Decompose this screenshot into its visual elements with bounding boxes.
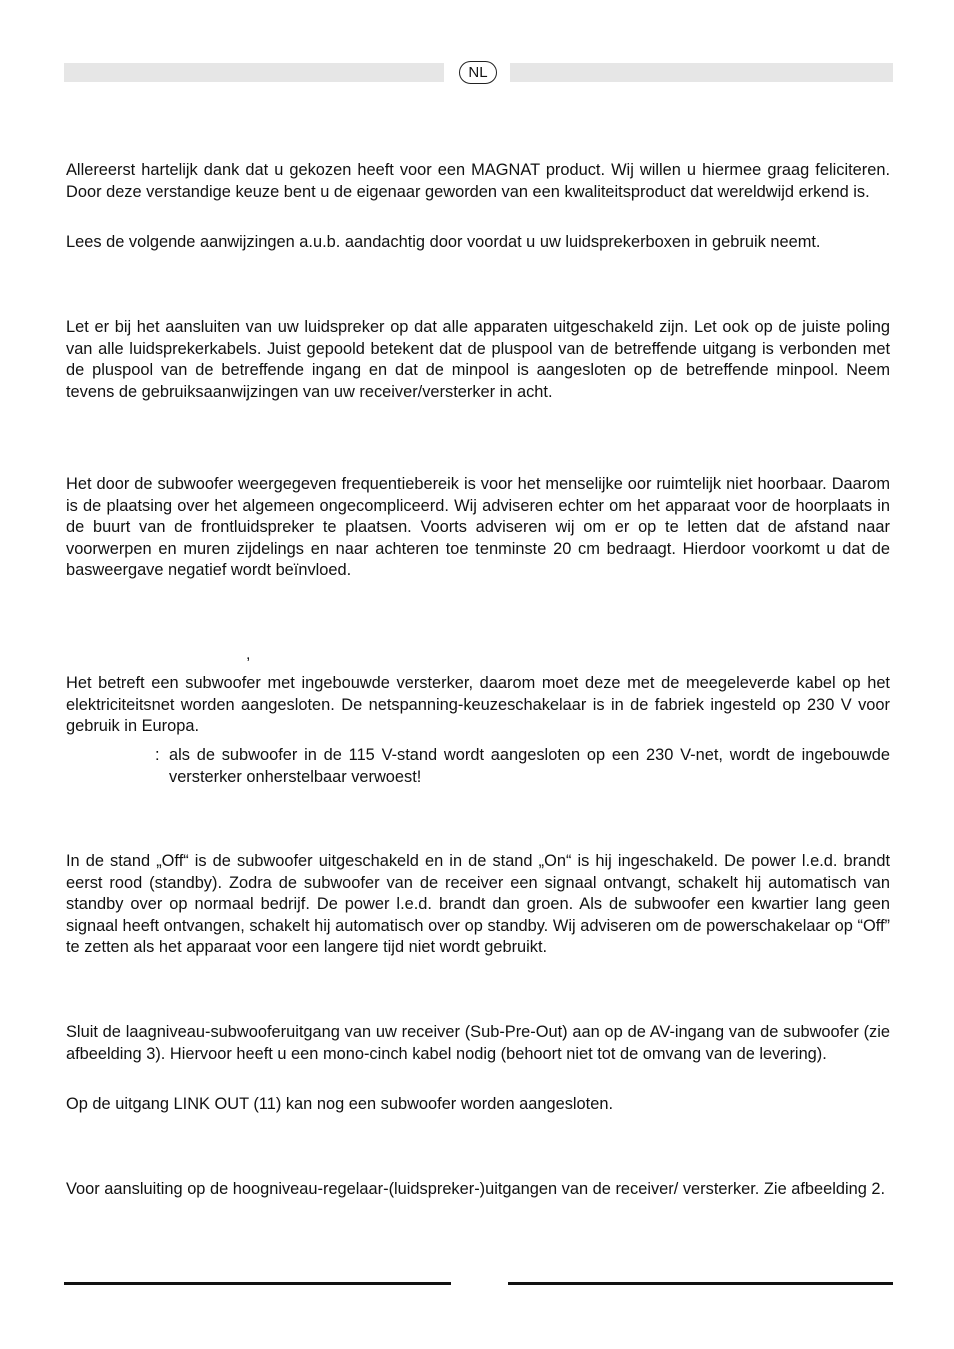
placement-paragraph: Het door de subwoofer weergegeven frequentiebereik is voor het menselijke oor ruimtelijk niet hoorbaar. Daarom is de plaatsing over het algemeen ongecompliceerd. Wij adviseren echter om het apparaat voor de hoorplaats in de buurt van de frontluidspreker te plaatsen. Voorts adviseren wij om er op te letten dat de afstand naar voorwerpen en muren zijdelings en naar achteren toe tenminste 20 cm bedraagt. Hierdoor voorkomt u dat de basweergave negatief wordt beïnvloed. [66,475,890,579]
warning-text: als de subwoofer in de 115 V-stand wordt aangesloten op een 230 V-net, wordt de ingebouwde versterker onherstelbaar verwoest! [169,746,890,786]
mains-paragraph: Het betreft een subwoofer met ingebouwde versterker, daarom moet deze met de meegeleverde kabel op het elektriciteitsnet worden aangesloten. De netspanning-keuzeschakelaar is in de fabriek ingesteld op 230 V voor gebruik in Europa. [66,674,890,735]
footer-rule-right [508,1282,893,1285]
connect-paragraph: Let er bij het aansluiten van uw luidspreker op dat alle apparaten uitgeschakeld zijn. Let ook op de juiste poling van alle luidsprekerkabels. Juist gepoold betekent dat de pluspool van de betreffende uitgang is verbonden met de pluspool van de betreffende ingang en dat de minpool is aangesloten op de betreffende minpool. Neem tevens de gebruiksaanwijzingen van uw receiver/versterker in acht. [66,318,890,401]
header-bar-right [510,63,893,82]
intro-paragraph-2: Lees de volgende aanwijzingen a.u.b. aandachtig door voordat u uw luidsprekerboxen in gebruik neemt. [66,233,821,251]
stray-comma: , [246,646,251,663]
lowlevel-paragraph-2: Op de uitgang LINK OUT (11) kan nog een subwoofer worden aangesloten. [66,1095,614,1113]
language-badge: NL [459,61,497,84]
highlevel-paragraph: Voor aansluiting op de hoogniveau-regelaar-(luidspreker-)uitgangen van de receiver/ versterker. Zie afbeelding 2. [66,1180,886,1198]
footer-rule-left [64,1282,451,1285]
header-bar-left [64,63,444,82]
warning-colon: : [155,746,160,764]
lowlevel-paragraph-1: Sluit de laagniveau-subwooferuitgang van uw receiver (Sub-Pre-Out) aan op de AV-ingang van de subwoofer (zie afbeelding 3). Hiervoor heeft u een mono-cinch kabel nodig (behoort niet tot de omvang van de levering). [66,1023,890,1063]
power-paragraph: In de stand „Off“ is de subwoofer uitgeschakeld en in de stand „On“ is hij ingeschakeld. De power l.e.d. brandt eerst rood (standby). Zodra de subwoofer van de receiver een signaal ontvangt, schakelt hij automatisch van standby over op normaal bedrijf. De power l.e.d. brandt dan groen. Als de subwoofer een kwartier lang geen signaal heeft ontvangen, schakelt hij automatisch over op standby. Wij adviseren om de powerschakelaar op “Off” te zetten als het apparaat voor een langere tijd niet wordt gebruikt. [66,852,890,956]
intro-paragraph-1: Allereerst hartelijk dank dat u gekozen heeft voor een MAGNAT product. Wij willen u hiermee graag feliciteren. Door deze verstandige keuze bent u de eigenaar geworden van een kwaliteitsproduct dat wereldwijd erkend is. [66,161,890,201]
